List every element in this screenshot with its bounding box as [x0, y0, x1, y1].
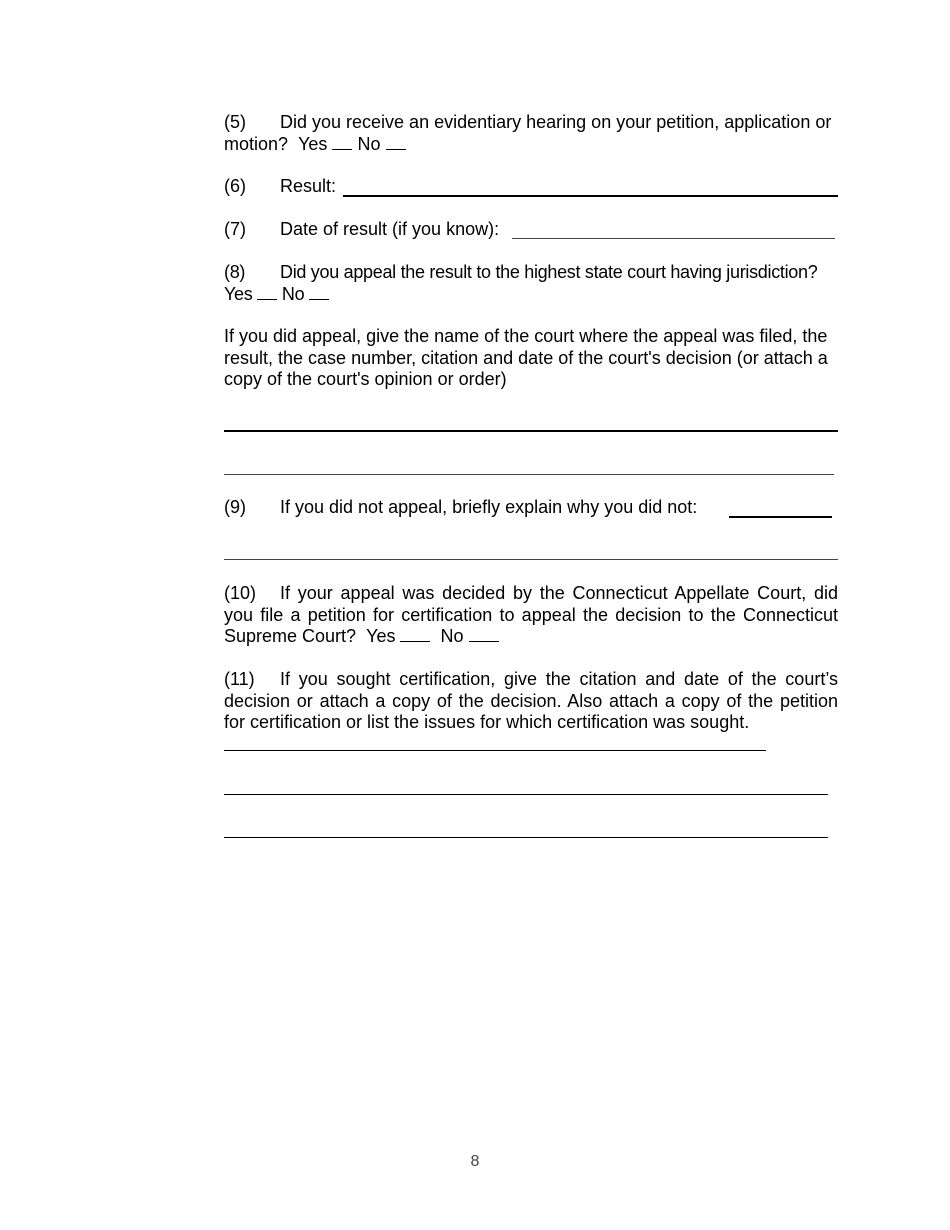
question-5-no-blank[interactable]: [386, 135, 406, 150]
certification-line-1[interactable]: [224, 750, 766, 751]
explain-line-2[interactable]: [224, 559, 838, 560]
question-7-label: Date of result (if you know):: [280, 219, 500, 239]
question-10-yes-blank[interactable]: [400, 627, 430, 642]
certification-line-2[interactable]: [224, 794, 828, 795]
question-8-yes-blank[interactable]: [257, 285, 277, 300]
explain-line-1[interactable]: [729, 516, 832, 518]
question-10-text: If your appeal was decided by the Connecticut Appellate Court, did you file a petition for certification to appeal the decision to the Connecticut Supreme Court?: [224, 583, 838, 646]
question-5-yes-blank[interactable]: [332, 135, 352, 150]
question-6-number: (6): [224, 176, 246, 196]
question-5-number: (5): [224, 112, 246, 132]
question-10-number: (10): [224, 583, 257, 603]
date-of-result-line[interactable]: [512, 238, 835, 239]
question-8-number: (8): [224, 262, 246, 282]
question-6-label: Result:: [280, 176, 337, 196]
question-5-text: Did you receive an evidentiary hearing on your petition, application or motion?: [224, 112, 832, 154]
question-10-no-label: No: [440, 626, 464, 646]
question-8: [224, 262, 838, 305]
question-8-yes-label: Yes: [224, 283, 253, 304]
question-11-text: If you sought certification, give the citation and date of the court’s decision or attach a copy of the decision. Also attach a copy of the petition for certification or list the issues for which certification was sought.: [224, 669, 838, 732]
appeal-instructions: If you did appeal, give the name of the court where the appeal was filed, the result, the case number, citation and date of the court's decision (or attach a copy of the court's opinion or order): [224, 326, 828, 389]
question-11: [224, 669, 838, 734]
question-8-no-label: No: [281, 283, 305, 304]
question-9-number: (9): [224, 497, 246, 517]
question-5-yes-label: Yes: [298, 133, 328, 154]
question-11-number: (11): [224, 669, 255, 689]
question-5-no-label: No: [357, 133, 381, 154]
question-10: [224, 583, 838, 648]
certification-line-3[interactable]: [224, 837, 828, 838]
appeal-details-line-2[interactable]: [224, 474, 834, 475]
question-8-text: Did you appeal the result to the highest state court having jurisdiction?: [280, 262, 818, 282]
appeal-details-line-1[interactable]: [224, 430, 838, 432]
question-7-number: (7): [224, 219, 246, 239]
question-5: [224, 112, 838, 155]
question-9-label: If you did not appeal, briefly explain why you did not:: [280, 497, 698, 517]
page-number: 8: [470, 1153, 480, 1170]
question-8-no-blank[interactable]: [309, 285, 329, 300]
question-10-no-blank[interactable]: [469, 627, 499, 642]
question-10-yes-label: Yes: [366, 626, 396, 646]
result-line[interactable]: [343, 195, 838, 197]
